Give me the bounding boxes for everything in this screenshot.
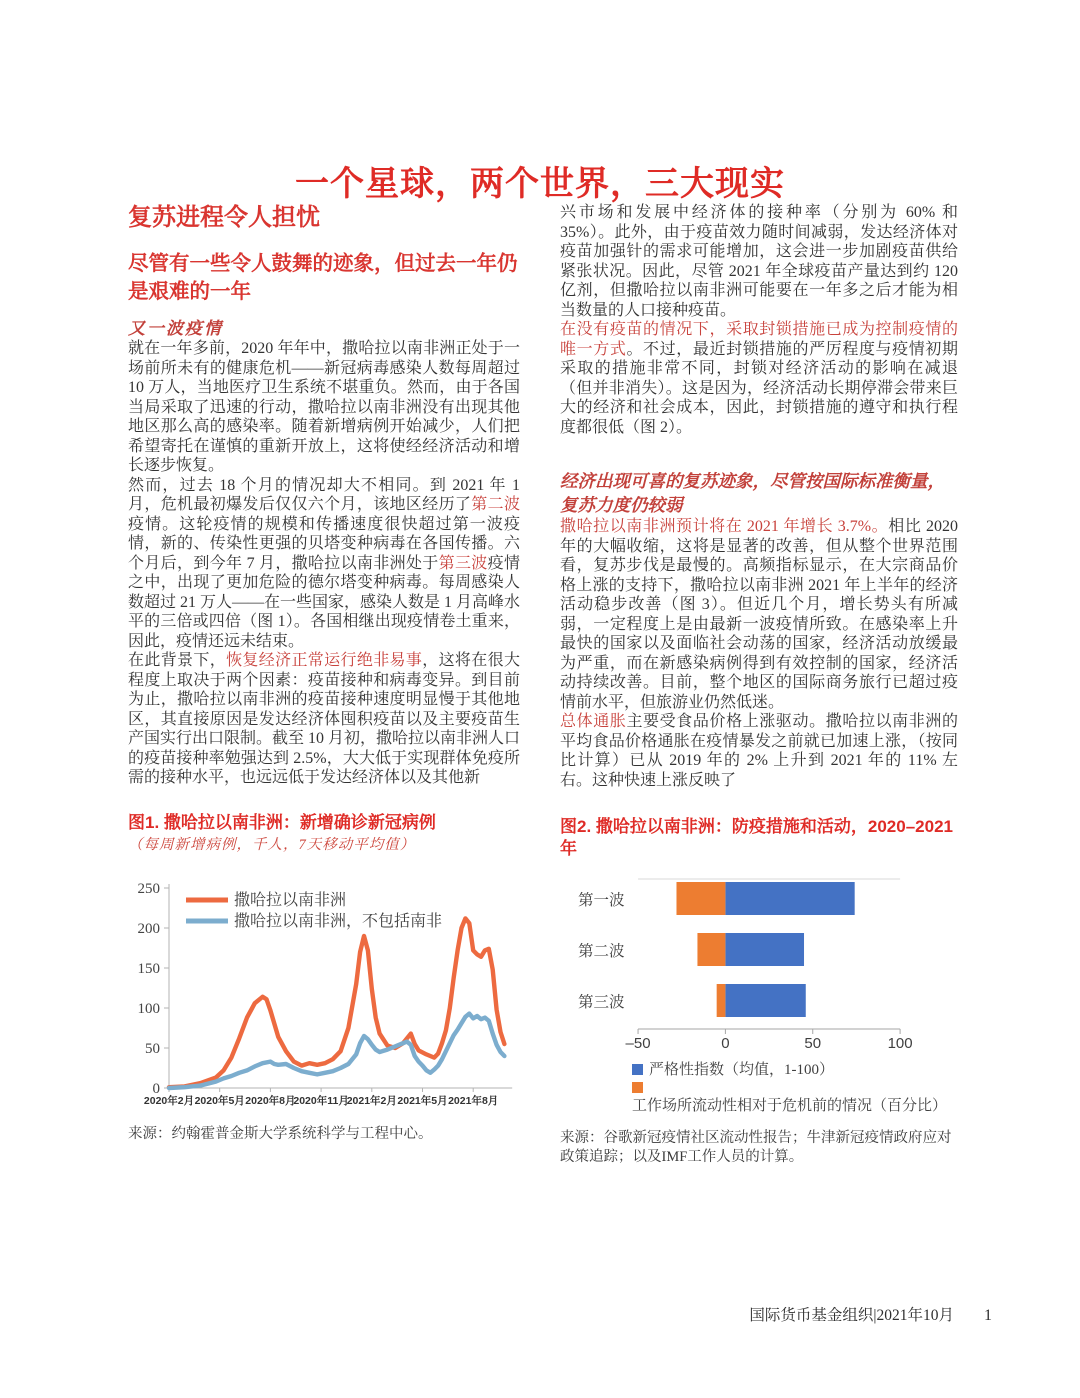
svg-text:100: 100 xyxy=(137,1000,160,1017)
legend-item-mobility xyxy=(632,1079,958,1115)
svg-text:2020年11月: 2020年11月 xyxy=(293,1094,349,1107)
legend-label: 严格性指数（均值，1-100） xyxy=(649,1062,834,1078)
red-emphasis-text: 总体通胀 xyxy=(560,713,627,730)
body-text-segment: 相比 2020 年的大幅收缩，这将是显著的改善，但从整个世界范围看，复苏步伐是最慢的。高频指标显示，在大宗商品价格上涨的支持下，撒哈拉以南非洲 2021 年上半年的经济活动稳步改善（图 3）。但近几个月，增长势头有所减弱，一定程度上是由最新一波疫情所致。在感染率上升最快的国家以及面临社会动荡的国家，经济活动放缓最为严重，而在新感染病例得到有效控制的国家，经济活动持续改善。目前，整个地区的国际商务旅行已超过疫情前水平，但旅游业仍然低迷。 xyxy=(560,518,958,711)
svg-text:100: 100 xyxy=(887,1035,913,1052)
svg-text:撒哈拉以南非洲，不包括南非: 撒哈拉以南非洲，不包括南非 xyxy=(234,912,443,930)
figure2-legend xyxy=(632,1061,958,1115)
bar-mobility-0 xyxy=(676,882,725,915)
right-column xyxy=(560,203,958,1167)
subsection-heading-wave: 又一波疫情 xyxy=(128,319,223,338)
page-number: 1 xyxy=(984,1307,992,1324)
red-emphasis-text: 第二波 xyxy=(471,496,520,513)
figure2-title: 图2. 撒哈拉以南非洲：防疫措施和活动，2020–2021年 xyxy=(560,817,953,858)
body-text-segment: 然而，过去 18 个月的情况却大不相同。到 2021 年 1 月，危机最初爆发后仅仅六个月，该地区经历了 xyxy=(128,476,520,513)
bar-mobility-2 xyxy=(717,984,726,1017)
figure-2 xyxy=(560,816,958,1167)
body-text-segment: 疫情之中，出现了更加危险的德尔塔变种病毒。每周感染人数超过 21 万人——在一些国家，感染人数是 1 月高峰水平的三倍或四倍（图 1）。各国相继出现疫情卷土重来，因此，疫情还远未结束。 xyxy=(128,554,521,650)
red-emphasis-text: 恢复经济正常运行绝非易事 xyxy=(226,652,423,669)
section-title: 复苏进程令人担忧 xyxy=(128,204,320,231)
svg-text:150: 150 xyxy=(137,960,160,977)
line-series-0 xyxy=(169,918,504,1087)
section-subtitle: 尽管有一些令人鼓舞的迹象，但过去一年仍是艰难的一年 xyxy=(128,252,518,303)
red-emphasis-text: 撒哈拉以南非洲预计将在 2021 年增长 3.7%。 xyxy=(560,518,889,535)
svg-text:撒哈拉以南非洲: 撒哈拉以南非洲 xyxy=(234,891,347,909)
figure1-line-chart xyxy=(128,868,520,1119)
paragraph xyxy=(128,651,520,788)
subsection-heading-recovery: 经济出现可喜的复苏迹象，尽管按国际标准衡量，复苏力度仍较弱 xyxy=(560,471,945,515)
svg-text:2020年2月: 2020年2月 xyxy=(143,1094,195,1107)
page-title: 一个星球，两个世界，三大现实 xyxy=(295,164,785,203)
body-text-segment: 疫情。这轮疫情的规模和传播速度很快超过第一波疫情，新的、传染性更强的贝塔变种病毒在各国传播。六个月后，到今年 7 月，撒哈拉以南非洲处于 xyxy=(128,515,520,572)
bar-stringency-1 xyxy=(725,933,804,966)
figure2-source: 来源：谷歌新冠疫情社区流动性报告；牛津新冠疫情政府应对政策追踪；以及IMF工作人员的计算。 xyxy=(560,1130,952,1165)
svg-text:第二波: 第二波 xyxy=(578,943,625,960)
figure1-svg xyxy=(128,868,520,1114)
page-footer xyxy=(128,1303,992,1325)
paragraph: 就在一年多前，2020 年年中，撒哈拉以南非洲正处于一场前所未有的健康危机——新冠病毒感染人数每周超过 10 万人，当地医疗卫生系统不堪重负。然而，由于各国当局采取了迅速的行动，撒哈拉以南非洲没有出现其他地区那么高的感染率。随着新增病例开始减少，人们把希望寄托在谨慎的重新开放上，这将使经经济活动和增长逐步恢复。 xyxy=(128,340,520,474)
svg-text:50: 50 xyxy=(145,1040,160,1057)
red-emphasis-text: 在没有疫苗的情况下，采取封锁措施已成为控制疫情的唯一方式 xyxy=(560,321,958,358)
figure1-title: 图1. 撒哈拉以南非洲：新增确诊新冠病例 xyxy=(128,812,436,832)
svg-text:200: 200 xyxy=(137,920,160,937)
body-text-segment: ，这将在很大程度上取决于两个因素：疫苗接种和病毒变异。到目前为止，撒哈拉以南非洲的疫苗接种速度明显慢于其他地区，其直接原因是发达经济体囤积疫苗以及主要疫苗生产国实行出口限制。截至 10 月初，撒哈拉以南非洲人口的疫苗接种率勉强达到 2.5%，大大低于实现群体免疫所需的接种水平，也远远低于发达经济体以及其他新 xyxy=(128,652,521,786)
svg-text:–50: –50 xyxy=(625,1035,651,1052)
figure1-subtitle: （每周新增病例，千人，7天移动平均值） xyxy=(128,836,416,853)
figure2-bar-chart xyxy=(560,878,958,1059)
figure-1 xyxy=(128,812,520,1144)
paragraph xyxy=(128,476,520,652)
bar-mobility-1 xyxy=(697,933,725,966)
paragraph xyxy=(560,517,958,712)
svg-text:0: 0 xyxy=(152,1080,160,1097)
bar-stringency-0 xyxy=(725,882,854,915)
left-column xyxy=(128,203,520,1144)
publisher-date: 国际货币基金组织|2021年10月 xyxy=(749,1307,954,1324)
svg-text:50: 50 xyxy=(804,1035,822,1052)
paragraph xyxy=(560,712,958,790)
figure1-source: 来源：约翰霍普金斯大学系统科学与工程中心。 xyxy=(128,1125,433,1142)
svg-text:2021年2月: 2021年2月 xyxy=(346,1094,397,1107)
red-emphasis-text: 第三波 xyxy=(438,554,488,572)
svg-text:0: 0 xyxy=(721,1035,730,1052)
paragraph xyxy=(560,320,958,437)
blue-square-icon xyxy=(632,1064,643,1075)
body-text-segment: 主要受食品价格上涨驱动。撒哈拉以南非洲的平均食品价格通胀在疫情暴发之前就已加速上涨，（按同比计算）已从 2019 年的 2% 上升到 2021 年的 11% 左右。这种快速上涨反映了 xyxy=(560,713,958,789)
svg-text:2021年5月: 2021年5月 xyxy=(397,1094,448,1107)
svg-text:2020年5月: 2020年5月 xyxy=(194,1094,245,1107)
paragraph: 兴市场和发展中经济体的接种率（分别为 60% 和 35%）。此外，由于疫苗效力随时间减弱，发达经济体对疫苗加强针的需求可能增加，这会进一步加剧疫苗供给紧张状况。因此，尽管 2021 年全球疫苗产量达到约 120 亿剂，但撒哈拉以南非洲可能要在一年多之后才能为相当数量的人口接种疫苗。 xyxy=(560,204,958,319)
legend-item-stringency xyxy=(632,1061,958,1079)
body-text-segment: 在此背景下， xyxy=(128,652,227,669)
figure2-svg xyxy=(560,878,958,1054)
svg-text:第一波: 第一波 xyxy=(578,892,625,909)
svg-text:2020年8月: 2020年8月 xyxy=(245,1094,296,1107)
bar-stringency-2 xyxy=(725,984,805,1017)
legend-label: 工作场所流动性相对于危机前的情况（百分比） xyxy=(632,1098,948,1114)
svg-text:2021年8月: 2021年8月 xyxy=(448,1094,499,1107)
body-text-segment: 。不过，最近封锁措施的严厉程度与疫情初期采取的措施非常不同，封锁对经济活动的影响在减退（但并非消失）。这是因为，经济活动长期停滞会带来巨大的经济和社会成本，因此，封锁措施的遵守和执行程度都很低（图 2）。 xyxy=(560,340,958,436)
svg-text:第三波: 第三波 xyxy=(578,994,625,1011)
svg-text:250: 250 xyxy=(137,880,160,897)
orange-square-icon xyxy=(632,1082,643,1093)
